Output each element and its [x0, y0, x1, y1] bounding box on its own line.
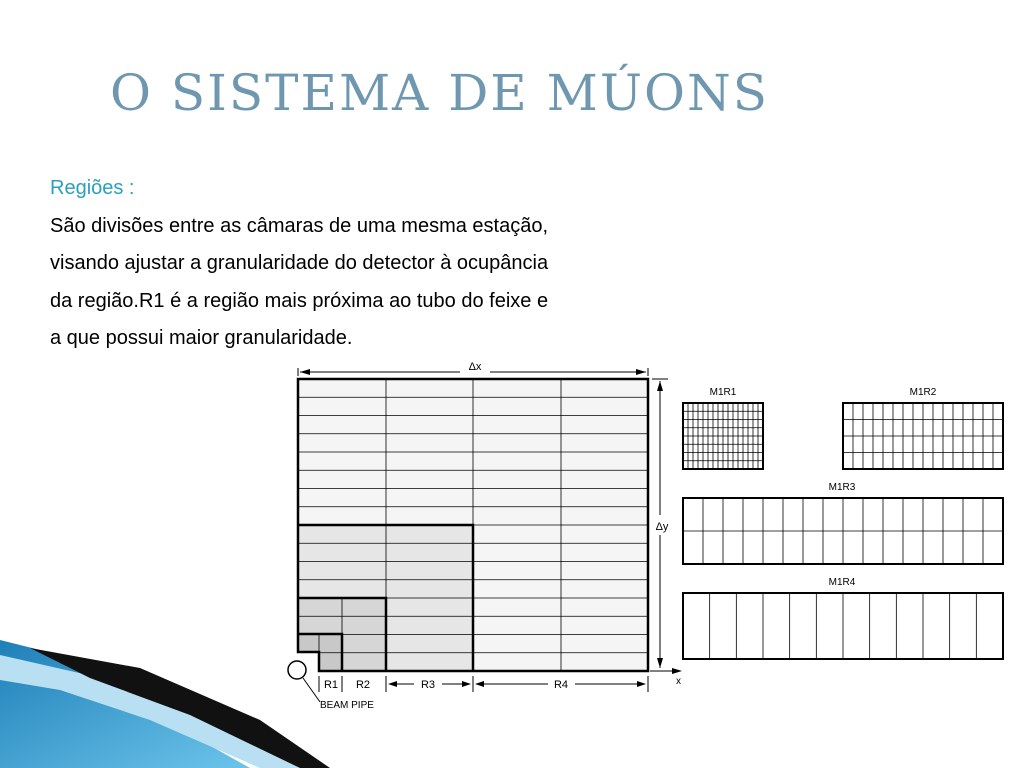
chamber-label-m1r3: M1R3 [828, 482, 856, 493]
paragraph-line: visando ajustar a granularidade do detector à ocupância [50, 252, 549, 274]
x-axis [650, 668, 682, 674]
dx-label: Δx [468, 361, 482, 373]
dy-label: Δy [655, 521, 669, 533]
paragraph-line: a que possui maior granularidade. [50, 327, 353, 349]
x-axis-label: x [676, 676, 681, 687]
paragraph-line: da região.R1 é a região mais próxima ao tubo do feixe e [50, 289, 549, 312]
region-label-r1: R1 [323, 679, 339, 691]
beam-pipe-icon [288, 661, 306, 679]
chamber-label-m1r1: M1R1 [709, 387, 737, 398]
beam-pipe-pointer [303, 678, 320, 702]
chamber-label-m1r2: M1R2 [909, 387, 937, 398]
region-label-r4: R4 [553, 679, 569, 691]
beam-pipe-label: BEAM PIPE [320, 700, 374, 711]
region-label-r2: R2 [355, 679, 371, 691]
subheading: Regiões : [50, 177, 135, 199]
region-label-r3: R3 [420, 679, 436, 691]
paragraph-line: São divisões entre as câmaras de uma mesma estação, [50, 214, 549, 237]
chamber-pad-layouts [683, 403, 1003, 659]
muon-station-quadrant [298, 379, 648, 671]
slide-title: O SISTEMA DE MÚONS [110, 64, 769, 122]
chamber-label-m1r4: M1R4 [828, 577, 856, 588]
